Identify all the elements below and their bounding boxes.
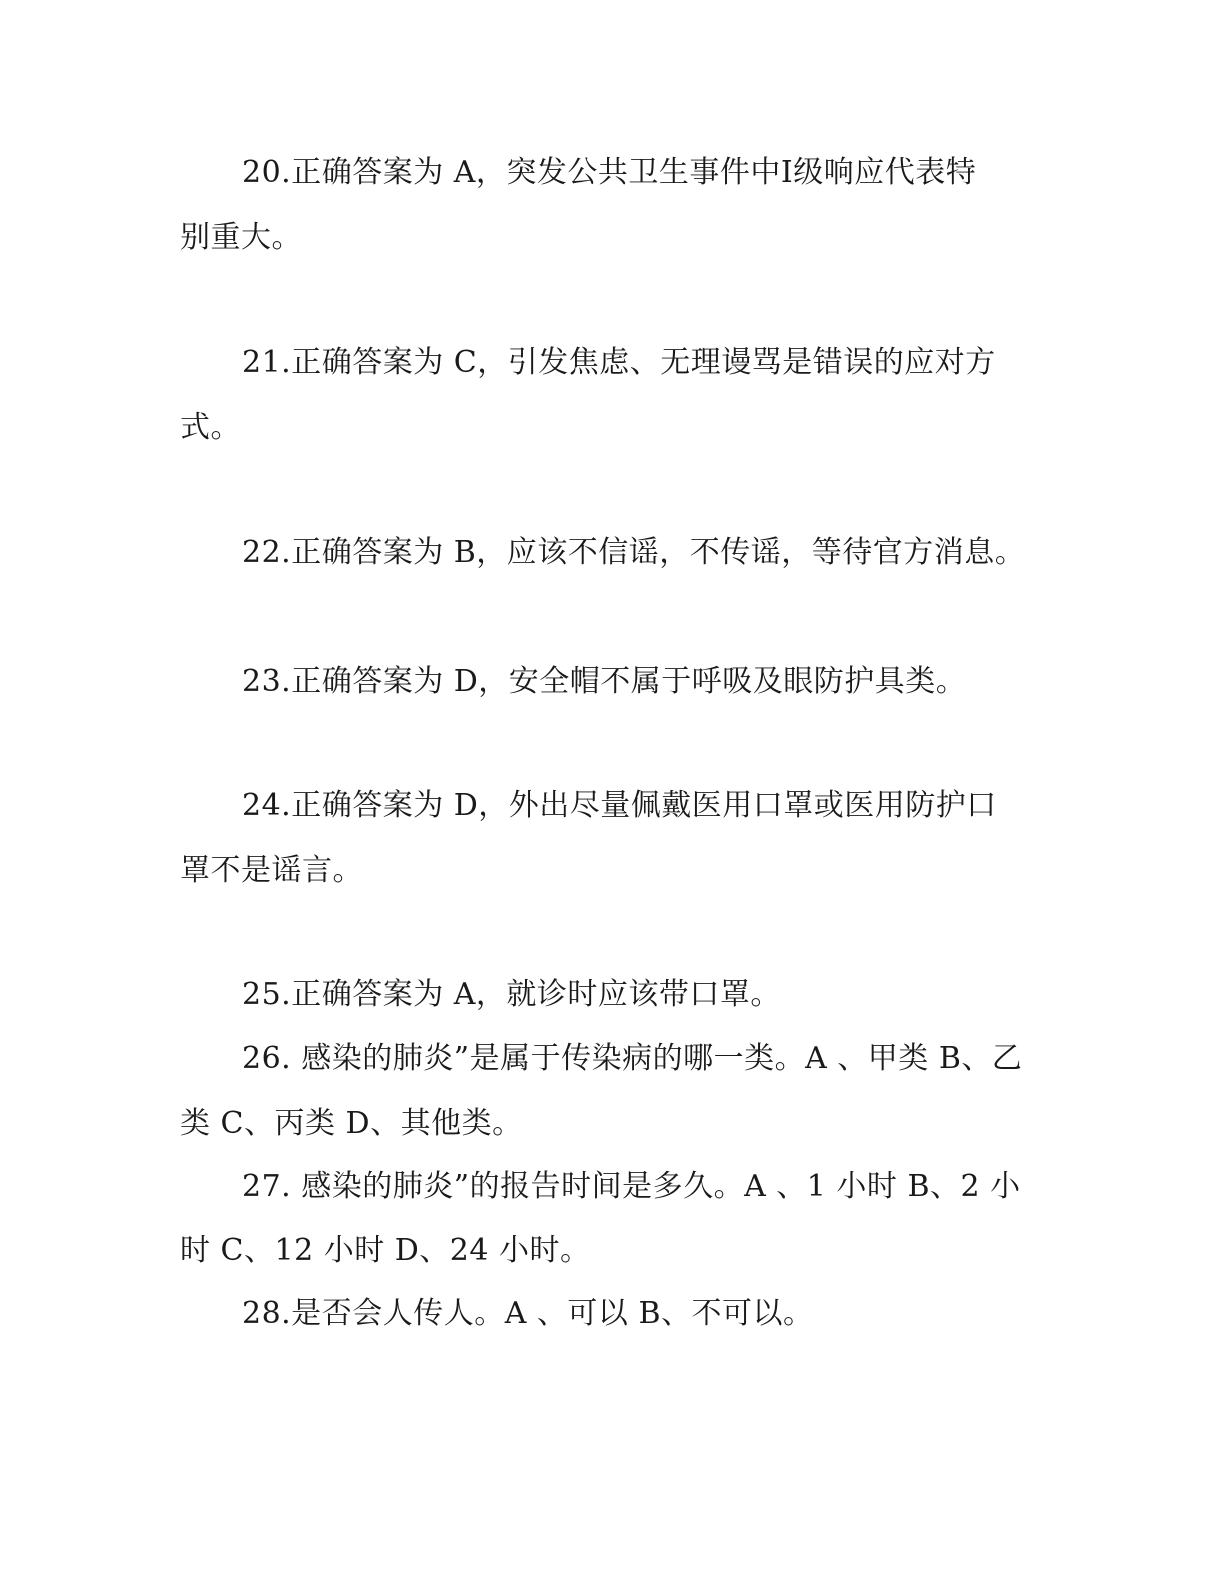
answer-22-line-1: 22.正确答案为 B，应该不信谣，不传谣，等待官方消息。 [242, 535, 1026, 570]
answer-20-line-1: 20.正确答案为 A，突发公共卫生事件中Ⅰ级响应代表特 [242, 155, 977, 190]
question-27-line-1: 27. 感染的肺炎”的报告时间是多久。A 、1 小时 B、2 小 [242, 1169, 1021, 1204]
answer-24-line-2: 罩不是谣言。 [180, 853, 363, 888]
question-28-line-1: 28.是否会人传人。A 、可以 B、不可以。 [242, 1296, 814, 1331]
answer-21-line-1: 21.正确答案为 C，引发焦虑、无理谩骂是错误的应对方 [242, 345, 996, 380]
answer-23-line-1: 23.正确答案为 D，安全帽不属于呼吸及眼防护具类。 [242, 664, 967, 699]
answer-21-line-2: 式。 [180, 410, 241, 445]
question-26-line-1: 26. 感染的肺炎”是属于传染病的哪一类。A 、甲类 B、乙 [242, 1041, 1023, 1076]
question-27-line-2: 时 C、12 小时 D、24 小时。 [180, 1233, 591, 1268]
answer-20-line-2: 别重大。 [180, 220, 302, 255]
question-26-line-2: 类 C、丙类 D、其他类。 [180, 1106, 523, 1141]
answer-25-line-1: 25.正确答案为 A，就诊时应该带口罩。 [242, 977, 781, 1012]
answer-24-line-1: 24.正确答案为 D，外出尽量佩戴医用口罩或医用防护口 [242, 788, 997, 823]
